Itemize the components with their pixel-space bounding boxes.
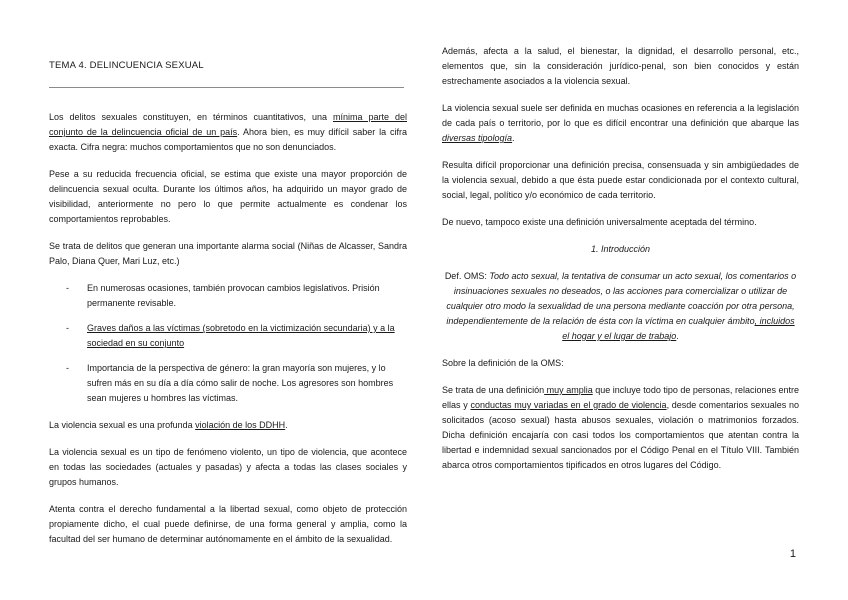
underlined-phrase: violación de los DDHH [195, 420, 286, 430]
underlined-phrase: muy amplia [544, 385, 593, 395]
paragraph-definicion-amplia: Se trata de una definición muy amplia que incluye todo tipo de personas, relaciones entre ellas y conductas muy variadas en el grado de violencia, desde comentarios sexuales no solicitados (acoso sexual) hasta abusos sexuales, violación o matrimonios forzados. Dicha definición encajaría con casi todos los comportamientos que atentan contra la libertad e indemnidad sexual sancionados por el Código Penal en el Título VIII. También abarca otros comportamientos tipificados en otros lugares del Código. [442, 385, 800, 470]
list-item: - En numerosas ocasiones, también provocan cambios legislativos. Prisión permanente revisable. [66, 283, 380, 308]
paragraph-libertad-sexual: Atenta contra el derecho fundamental a la libertad sexual, como objeto de protección propiamente dicho, el cual puede definirse, de una forma general y amplia, como la facultad del ser humano de determinar autónomamente en el ámbito de la sexualidad. [49, 504, 407, 544]
right-column [442, 44, 799, 485]
paragraph-definicion-dificil: Resulta difícil proporcionar una definición precisa, consensuada y sin ambigüedades de la violencia sexual, debido a que ésta puede estar condicionada por el contexto cultural, social, legal, político y/o económico de cada territorio. [442, 160, 799, 200]
paragraph-ddhh: La violencia sexual es una profunda violación de los DDHH. [49, 420, 288, 430]
paragraph-alarma-social: Se trata de delitos que generan una importante alarma social (Niñas de Alcasser, Sandra Palo, Diana Quer, Mari Luz, etc.) [49, 241, 407, 266]
page-title: TEMA 4. DELINCUENCIA SEXUAL [49, 60, 204, 71]
section-heading: 1. Introducción [590, 244, 651, 254]
underlined-phrase: mínima parte del conjunto de la delincuencia oficial de un país [49, 112, 407, 137]
paragraph-legislacion: La violencia sexual suele ser definida en muchas ocasiones en referencia a la legislación de cada país o territorio, por lo que es difícil encontrar una definición que abarque las diversas tipología. [442, 103, 799, 143]
underlined-phrase: conductas muy variadas en el grado de violencia [470, 400, 667, 410]
paragraph-sobre-oms: Sobre la definición de la OMS: [442, 358, 564, 368]
title-divider [49, 87, 404, 88]
bullet-list [49, 281, 407, 406]
underlined-phrase: diversas tipología [442, 133, 513, 143]
oms-definition: Def. OMS: Todo acto sexual, la tentativa de consumar un acto sexual, los comentarios o insinuaciones sexuales no deseados, o las acciones para comercializar o utilizar de cualquier otro modo la sexualidad de una persona mediante coacción por otra persona, independientemente de la relación de ésta con la víctima en cualquier ámbito, incluidos el hogar y el lugar de trabajo. [444, 271, 797, 341]
page-number: 1 [789, 548, 796, 560]
paragraph-salud-bienestar: Además, afecta a la salud, el bienestar, la dignidad, el desarrollo personal, etc., elementos que, sin la consideración jurídico-penal, son bien conocidos y están estrechamente asociados a la violencia sexual. [442, 46, 799, 86]
paragraph-sin-definicion: De nuevo, tampoco existe una definición universalmente aceptada del término. [442, 217, 757, 227]
paragraph-cifra-negra: Los delitos sexuales constituyen, en términos cuantitativos, una mínima parte del conjunto de la delincuencia oficial de un país. Ahora bien, es muy difícil saber la cifra exacta. Cifra negra: muchos comportamientos que no son denunciados. [49, 112, 408, 152]
list-item: - Graves daños a las víctimas (sobretodo en la victimización secundaria) y a la sociedad en su conjunto [66, 323, 395, 348]
left-column [49, 58, 407, 559]
underlined-phrase: , incluidos el hogar y el lugar de trabajo [562, 316, 795, 341]
paragraph-delincuencia-oculta: Pese a su reducida frecuencia oficial, se estima que existe una mayor proporción de delincuencia sexual oculta. Durante los últimos años, ha adquirido un mayor grado de visibilidad, anteriormente no pero lo que permite actualmente es condenar los comportamientos reprobables. [49, 169, 407, 224]
list-item: - Importancia de la perspectiva de género: la gran mayoría son mujeres, y lo sufren más en su día a día cómo salir de noche. Los agresores son hombres sean mujeres u hombres las víctimas. [66, 363, 394, 403]
paragraph-fenomeno-violento: La violencia sexual es un tipo de fenómeno violento, un tipo de violencia, que acontece en todas las sociedades (actuales y pasadas) y afecta a todas las clases sociales y grupos humanos. [49, 447, 407, 487]
